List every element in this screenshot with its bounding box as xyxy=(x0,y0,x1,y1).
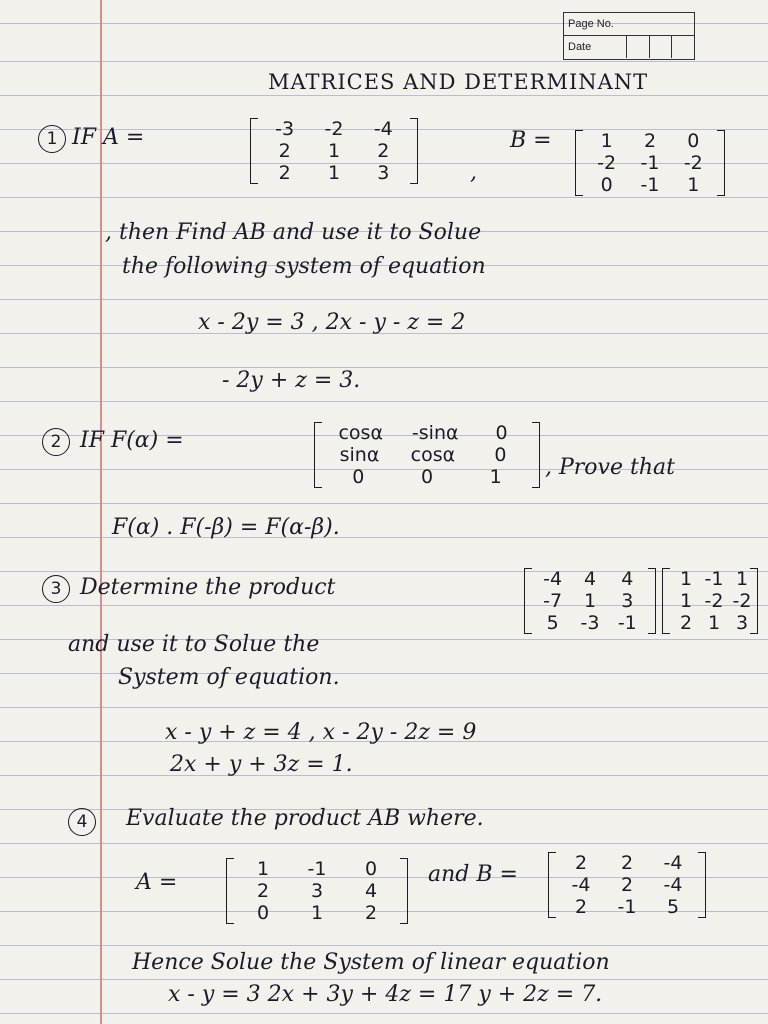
q4-matrix-a-cell: 2 xyxy=(364,902,378,924)
q3-matrix-2 xyxy=(662,568,758,634)
q4-matrix-a-cell: 1 xyxy=(256,858,270,880)
q4-matrix-b-cell: 2 xyxy=(620,874,634,896)
q1-matrix-a-cell: -3 xyxy=(275,118,295,140)
q1-matrix-a xyxy=(250,118,418,184)
q1-matrix-a-cell: 1 xyxy=(327,162,341,184)
page-no-label: Page No. xyxy=(568,18,614,30)
q3-matrix-2-cell: 3 xyxy=(735,612,749,634)
q4-matrix-a-cell: 0 xyxy=(364,858,378,880)
q4-matrix-a-row xyxy=(226,858,408,880)
question-3-number: 3 xyxy=(42,575,70,603)
q4-matrix-b-cell: -4 xyxy=(571,874,591,896)
q4-matrix-b-row xyxy=(548,896,706,918)
q1-if-a: IF A = xyxy=(72,125,145,150)
q4-a-label: A = xyxy=(136,870,178,895)
q3-matrix-2-cell: 2 xyxy=(679,612,693,634)
q3-matrix-1-row xyxy=(524,568,656,590)
q3-matrix-1-row xyxy=(524,590,656,612)
q1-matrix-b-cell: -2 xyxy=(597,152,617,174)
q3-matrix-1-cell: 1 xyxy=(583,590,597,612)
q3-matrix-1-cell: -7 xyxy=(543,590,563,612)
q2-matrix-f-row xyxy=(314,444,540,466)
q3-equation-2: 2x + y + 3z = 1. xyxy=(170,752,353,777)
q3-matrix-2-row xyxy=(662,590,758,612)
q4-matrix-a xyxy=(226,858,408,924)
q4-matrix-b-cell: 5 xyxy=(666,896,680,918)
margin-line xyxy=(100,0,102,1024)
q4-matrix-b-cell: -1 xyxy=(617,896,637,918)
q3-equation-1: x - y + z = 4 , x - 2y - 2z = 9 xyxy=(165,720,477,745)
q1-matrix-b-cell: 0 xyxy=(600,174,613,196)
q3-matrix-2-cell: 1 xyxy=(679,568,693,590)
date-cells xyxy=(626,36,694,58)
q4-equations: x - y = 3 2x + 3y + 4z = 17 y + 2z = 7. xyxy=(168,982,603,1007)
q1-matrix-a-cell: 2 xyxy=(377,140,390,162)
q1-comma: , xyxy=(470,160,477,185)
q1-matrix-b-cell: 2 xyxy=(643,130,657,152)
q2-identity: F(α) . F(-β) = F(α-β). xyxy=(112,515,340,540)
q1-matrix-b-cell: 0 xyxy=(687,130,700,152)
q3-line-3: System of equation. xyxy=(118,665,340,690)
q3-matrix-1-cell: 4 xyxy=(583,568,597,590)
q3-matrix-1-cell: -4 xyxy=(543,568,563,590)
q3-matrix-1-cell: -3 xyxy=(580,612,600,634)
q2-matrix-f-cell: 0 xyxy=(495,422,508,444)
q3-matrix-1-row xyxy=(524,612,656,634)
q1-equation-2: - 2y + z = 3. xyxy=(222,368,361,393)
q1-matrix-b-cell: -1 xyxy=(640,174,660,196)
question-2-number: 2 xyxy=(42,428,70,456)
date-row xyxy=(564,36,694,58)
q2-matrix-f-cell: -sinα xyxy=(411,422,459,444)
q3-matrix-2-cell: -1 xyxy=(704,568,724,590)
q3-matrix-2-cell: -2 xyxy=(704,590,724,612)
q2-matrix-f-row xyxy=(314,422,540,444)
q4-matrix-b-cell: 2 xyxy=(574,896,588,918)
q4-and-b: and B = xyxy=(428,862,518,887)
q3-matrix-1-cell: 4 xyxy=(621,568,634,590)
q3-matrix-1-cell: 5 xyxy=(546,612,559,634)
q3-matrix-2-cell: 1 xyxy=(735,568,749,590)
q4-matrix-b xyxy=(548,852,706,918)
q3-matrix-2-row xyxy=(662,612,758,634)
q4-matrix-a-cell: 4 xyxy=(364,880,378,902)
q1-equation-1: x - 2y = 3 , 2x - y - z = 2 xyxy=(198,310,466,335)
q4-matrix-b-row xyxy=(548,852,706,874)
q3-line-1: Determine the product xyxy=(80,575,336,600)
q4-matrix-a-cell: 2 xyxy=(256,880,270,902)
q1-matrix-a-cell: -4 xyxy=(373,118,393,140)
page-title: MATRICES AND DETERMINANT xyxy=(268,70,649,94)
q3-matrix-1-cell: -1 xyxy=(617,612,637,634)
question-1-number: 1 xyxy=(38,125,66,153)
q1-b-label: B = xyxy=(510,128,552,153)
q4-matrix-a-row xyxy=(226,902,408,924)
q3-line-2: and use it to Solue the xyxy=(68,632,320,657)
q2-prove-that: , Prove that xyxy=(545,455,675,480)
q1-matrix-b-cell: 1 xyxy=(687,174,700,196)
q1-matrix-a-cell: -2 xyxy=(324,118,344,140)
q3-matrix-2-cell: 1 xyxy=(679,590,693,612)
q3-matrix-2-cell: -2 xyxy=(732,590,752,612)
q3-matrix-2-row xyxy=(662,568,758,590)
q2-matrix-f-row xyxy=(314,466,540,488)
q1-line-2: the following system of equation xyxy=(122,254,486,279)
q4-line-2: Hence Solue the System of linear equation xyxy=(132,950,610,975)
q4-matrix-b-cell: 2 xyxy=(574,852,588,874)
q4-matrix-a-cell: 0 xyxy=(256,902,270,924)
q4-matrix-b-row xyxy=(548,874,706,896)
q4-matrix-a-cell: 3 xyxy=(310,880,324,902)
q2-matrix-f-cell: 0 xyxy=(352,466,365,488)
q4-matrix-a-cell: 1 xyxy=(310,902,324,924)
q1-matrix-a-row xyxy=(250,140,418,162)
date-label: Date xyxy=(568,41,592,53)
q1-line-1: , then Find AB and use it to Solue xyxy=(105,220,482,245)
q1-matrix-b-cell: -2 xyxy=(683,152,703,174)
q4-matrix-a-cell: -1 xyxy=(307,858,327,880)
page-no-row xyxy=(564,13,694,36)
q2-if-f: IF F(α) = xyxy=(80,428,184,453)
q4-matrix-a-row xyxy=(226,880,408,902)
q2-matrix-f-cell: 1 xyxy=(489,466,502,488)
q3-matrix-1 xyxy=(524,568,656,634)
q2-matrix-f-cell: 0 xyxy=(494,444,507,466)
q1-matrix-b-cell: -1 xyxy=(640,152,660,174)
q2-matrix-f xyxy=(314,422,540,488)
question-4-number: 4 xyxy=(68,808,96,836)
q1-matrix-b-row xyxy=(575,174,725,196)
q2-matrix-f-cell: cosα xyxy=(338,422,383,444)
q4-matrix-b-cell: -4 xyxy=(663,852,683,874)
q1-matrix-b-row xyxy=(575,130,725,152)
q1-matrix-a-row xyxy=(250,162,418,184)
q2-matrix-f-cell: sinα xyxy=(339,444,380,466)
q3-matrix-2-cell: 1 xyxy=(707,612,721,634)
page-header-box xyxy=(563,12,695,60)
q1-matrix-a-cell: 2 xyxy=(278,162,291,184)
q1-matrix-a-cell: 3 xyxy=(377,162,390,184)
q2-matrix-f-cell: cosα xyxy=(410,444,456,466)
q1-matrix-b-cell: 1 xyxy=(600,130,613,152)
q4-matrix-b-cell: 2 xyxy=(620,852,634,874)
q1-matrix-b-row xyxy=(575,152,725,174)
q1-matrix-b xyxy=(575,130,725,196)
q4-matrix-b-cell: -4 xyxy=(663,874,683,896)
q2-matrix-f-cell: 0 xyxy=(420,466,434,488)
q1-matrix-a-cell: 2 xyxy=(278,140,291,162)
q4-line-1: Evaluate the product AB where. xyxy=(126,806,484,831)
q1-matrix-a-row xyxy=(250,118,418,140)
q3-matrix-1-cell: 3 xyxy=(621,590,634,612)
q1-matrix-a-cell: 1 xyxy=(327,140,341,162)
